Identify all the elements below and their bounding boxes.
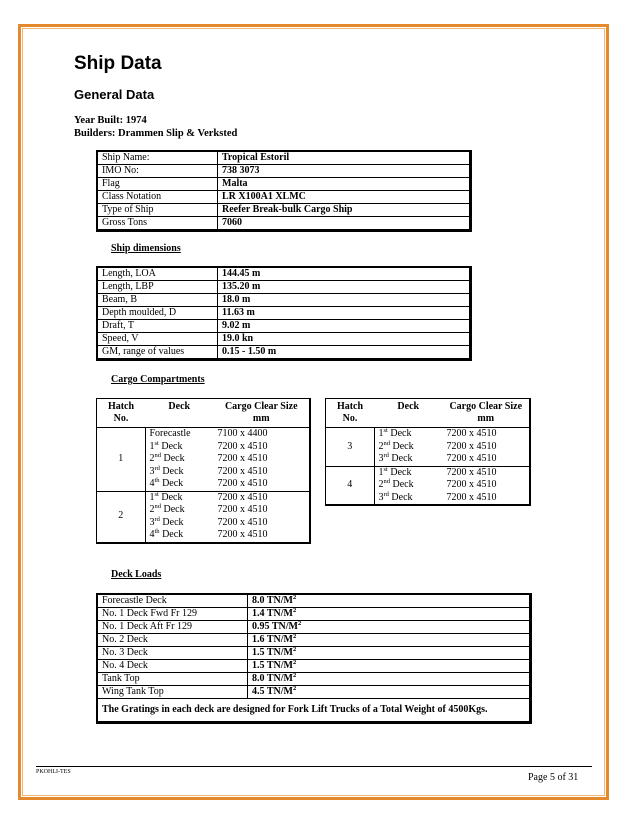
builders: Builders: Drammen Slip & Verksted [74, 128, 238, 139]
page-title: Ship Data [74, 53, 162, 74]
table-row [97, 673, 531, 686]
deck-ordinal: st [154, 439, 159, 447]
row-label: Beam, B [97, 294, 218, 307]
deck-label: Deck [387, 428, 412, 439]
deck-label: Deck [159, 516, 184, 528]
row-label: Length, LBP [97, 281, 218, 294]
table-row [97, 267, 471, 281]
deck-label: Deck [390, 479, 414, 490]
cargo-size: 7200 x 4510 [446, 453, 497, 464]
deck-name [374, 453, 443, 466]
deck-number: 1 [378, 466, 384, 478]
load-value-exponent: 2 [292, 659, 297, 666]
hatch-header-line2: No. [113, 413, 129, 424]
deck-ordinal: st [383, 465, 388, 473]
deck-ordinal: nd [154, 503, 161, 510]
table-row [97, 491, 311, 504]
table-row [97, 320, 471, 333]
load-value-exponent: 2 [297, 620, 302, 627]
hatch-number: 2 [97, 491, 146, 543]
load-location: No. 2 Deck [97, 634, 248, 647]
deck-label: Deck [158, 491, 183, 503]
deck-loads-note: The Gratings in each deck are designed for Fork Lift Trucks of a Total Weight of 4500Kgs. [97, 699, 531, 723]
table-row [97, 686, 531, 699]
row-value: 738 3073 [218, 165, 471, 178]
deck-number: 1 [378, 428, 384, 439]
deck-label: Deck [159, 465, 184, 477]
table-row [97, 608, 531, 621]
page-number: Page 5 of 31 [528, 772, 579, 783]
deck-header-text: Deck [168, 401, 191, 412]
deck-ordinal: rd [383, 490, 389, 498]
deck-label: Forecastle [149, 428, 191, 439]
load-location: Tank Top [97, 673, 248, 686]
table-row [97, 660, 531, 673]
load-value-text: 1.6 TN/M [252, 634, 293, 645]
hatch-header [97, 399, 146, 428]
size-header [443, 399, 531, 428]
cargo-size: 7100 x 4400 [217, 428, 268, 439]
deck-loads-table [96, 593, 532, 724]
row-label: IMO No: [97, 165, 218, 178]
load-location: No. 4 Deck [97, 660, 248, 673]
load-value-text: 1.5 TN/M [252, 660, 293, 671]
row-label: Ship Name: [97, 151, 218, 165]
row-value: 135.20 m [218, 281, 471, 294]
table-row [97, 217, 471, 231]
cargo-size: 7200 x 4510 [446, 491, 497, 503]
load-value-exponent: 2 [292, 672, 297, 679]
cargo-size: 7200 x 4510 [214, 491, 311, 504]
deck-name [145, 529, 214, 543]
row-label: Depth moulded, D [97, 307, 218, 320]
row-value: Malta [218, 178, 471, 191]
cargo-table-right [325, 398, 531, 506]
size-header [214, 399, 311, 428]
deck-label: Deck [388, 491, 413, 503]
deck-name [374, 492, 443, 506]
load-value-exponent: 2 [292, 646, 297, 653]
deck-number: 2 [149, 453, 155, 464]
deck-label: Deck [158, 440, 183, 452]
row-value: 9.02 m [218, 320, 471, 333]
row-label: Gross Tons [97, 217, 218, 231]
size-header-line1: Cargo Clear Size [449, 401, 523, 412]
load-value [248, 647, 531, 660]
cargo-size: 7200 x 4510 [217, 478, 268, 489]
note-row [97, 699, 531, 723]
row-label: Draft, T [97, 320, 218, 333]
load-location: Forecastle Deck [97, 594, 248, 608]
row-label: Length, LOA [97, 267, 218, 281]
deck-label: Deck [387, 466, 412, 478]
load-value-text: 0.95 TN/M [252, 621, 298, 632]
dimensions-heading: Ship dimensions [111, 243, 181, 254]
table-row [326, 428, 531, 441]
hatch-header-line2: No. [342, 413, 358, 424]
deck-number: 3 [149, 465, 155, 477]
cargo-size: 7200 x 4510 [217, 504, 268, 515]
deck-number: 4 [149, 478, 155, 489]
load-value-exponent: 2 [292, 685, 297, 692]
cargo-body [326, 428, 531, 506]
load-location: No. 1 Deck Aft Fr 129 [97, 621, 248, 634]
cargo-body [97, 428, 311, 543]
table-row [97, 428, 311, 441]
section-title: General Data [74, 87, 155, 102]
deck-ordinal: nd [383, 439, 390, 447]
table-row [97, 294, 471, 307]
dimensions-table [96, 266, 472, 361]
deck-label: Deck [159, 478, 184, 489]
deck-number: 2 [378, 479, 384, 490]
cargo-heading: Cargo Compartments [111, 374, 205, 385]
table-row [97, 346, 471, 360]
row-value: 19.0 kn [218, 333, 471, 346]
table-row [97, 634, 531, 647]
load-value-text: 1.5 TN/M [252, 647, 293, 658]
cargo-size: 7200 x 4510 [446, 479, 497, 490]
deck-ordinal: rd [383, 452, 389, 459]
deck-label: Deck [161, 453, 185, 464]
year-built: Year Built: 1974 [74, 115, 147, 126]
deck-number: 3 [378, 491, 384, 503]
table-row [97, 281, 471, 294]
load-value-text: 8.0 TN/M [252, 595, 293, 606]
footer-doc-code: PKOHLI-TES [36, 769, 71, 775]
table-row [97, 151, 471, 165]
table-row [326, 466, 531, 479]
load-value [248, 594, 531, 608]
deck-header [145, 399, 214, 428]
cargo-header [97, 399, 311, 428]
hatch-header-line1: Hatch [336, 401, 364, 412]
row-label: GM, range of values [97, 346, 218, 360]
load-value [248, 608, 531, 621]
hatch-header-line1: Hatch [107, 401, 135, 412]
deck-ordinal: nd [154, 452, 161, 459]
table-row [97, 204, 471, 217]
deck-number: 1 [149, 440, 155, 452]
table-row [97, 165, 471, 178]
deck-label: Deck [159, 529, 184, 540]
table-row [97, 333, 471, 346]
deck-header [374, 399, 443, 428]
load-value-text: 4.5 TN/M [252, 686, 293, 697]
deck-number: 3 [378, 453, 384, 464]
deck-ordinal: st [383, 427, 388, 434]
row-value: 0.15 - 1.50 m [218, 346, 471, 360]
load-value-text: 1.4 TN/M [252, 608, 293, 619]
load-value [248, 660, 531, 673]
cargo-size: 7200 x 4510 [217, 516, 268, 528]
deck-number: 2 [378, 440, 384, 452]
load-value-exponent: 2 [292, 633, 297, 640]
load-value [248, 686, 531, 699]
deck-ordinal: rd [154, 464, 160, 472]
load-value [248, 673, 531, 686]
deck-ordinal: st [154, 490, 159, 498]
load-value [248, 621, 531, 634]
hatch-number: 3 [326, 428, 375, 467]
deck-header-text: Deck [397, 401, 420, 412]
deck-ordinal: rd [154, 515, 160, 523]
hatch-number: 1 [97, 428, 146, 492]
row-value: 7060 [218, 217, 471, 231]
table-row [97, 307, 471, 320]
header-row [97, 399, 311, 428]
deck-ordinal: nd [383, 478, 390, 485]
deck-label: Deck [390, 440, 414, 452]
hatch-header [326, 399, 375, 428]
row-label: Flag [97, 178, 218, 191]
cargo-size: 7200 x 4510 [217, 453, 268, 464]
size-header-line2: mm [477, 413, 495, 424]
load-value [248, 634, 531, 647]
load-location: Wing Tank Top [97, 686, 248, 699]
deck-label: Deck [388, 453, 413, 464]
footer-rule [36, 766, 592, 767]
row-value: Tropical Estoril [218, 151, 471, 165]
load-value-text: 8.0 TN/M [252, 673, 293, 684]
hatch-number: 4 [326, 466, 375, 505]
cargo-table-left [96, 398, 311, 544]
table-row [97, 621, 531, 634]
row-label: Speed, V [97, 333, 218, 346]
row-value: 144.45 m [218, 267, 471, 281]
cargo-size: 7200 x 4510 [446, 440, 497, 452]
cargo-size: 7200 x 4510 [217, 440, 268, 452]
row-value: 18.0 m [218, 294, 471, 307]
cargo-size: 7200 x 4510 [217, 465, 268, 477]
deck-number: 2 [149, 504, 155, 515]
size-header-line1: Cargo Clear Size [224, 401, 298, 412]
row-label: Type of Ship [97, 204, 218, 217]
cargo-size: 7200 x 4510 [443, 466, 531, 479]
load-value-exponent: 2 [292, 607, 297, 614]
row-value: 11.63 m [218, 307, 471, 320]
deck-label: Deck [161, 504, 185, 515]
row-value: LR X100A1 XLMC [218, 191, 471, 204]
header-row [326, 399, 531, 428]
deck-name [145, 478, 214, 491]
load-value-exponent: 2 [292, 594, 297, 601]
deck-ordinal: th [154, 477, 160, 484]
row-label: Class Notation [97, 191, 218, 204]
deck-number: 3 [149, 516, 155, 528]
cargo-header [326, 399, 531, 428]
table-row [97, 647, 531, 660]
table-row [97, 178, 471, 191]
deck-ordinal: th [154, 528, 160, 535]
deck-number: 4 [149, 529, 155, 540]
deck-number: 1 [149, 491, 155, 503]
cargo-size: 7200 x 4510 [217, 529, 268, 540]
size-header-line2: mm [252, 413, 270, 424]
table-row [97, 594, 531, 608]
general-data-table [96, 150, 472, 232]
table-row [97, 191, 471, 204]
row-value: Reefer Break-bulk Cargo Ship [218, 204, 471, 217]
cargo-size: 7200 x 4510 [446, 428, 497, 439]
load-location: No. 1 Deck Fwd Fr 129 [97, 608, 248, 621]
load-location: No. 3 Deck [97, 647, 248, 660]
deck-loads-heading: Deck Loads [111, 569, 162, 580]
